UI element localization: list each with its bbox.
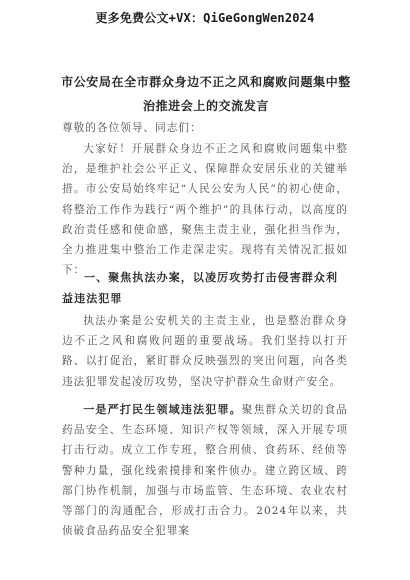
paragraph-section-1: 执法办案是公安机关的主责主业，也是整治群众身边不正之风和腐败问题的重要战场。我们坚持以打开路、以打促治，紧盯群众反映强烈的突出问题，向各类违法犯罪发起凌厉攻势，坚决守护群众生命财产安全。 [62, 315, 348, 388]
section-heading-1: 一、聚焦执法办案，以凌厉攻势打击侵害群众利益违法犯罪 [62, 271, 339, 305]
point-1-lead: 一是严打民生领域违法犯罪。 [83, 403, 242, 416]
document-title: 市公安局在全市群众身边不正之风和腐败问题集中整治推进会上的交流发言 [61, 75, 351, 113]
point-1-text: 聚焦群众关切的食品药品安全、生态环境、知识产权等领域，深入开展专项打击行动。成立工作专班，整合刑侦、食药环、经侦等警种力量，强化线索摸排和案件侦办。建立跨区域、跨部门协作机制，加强与市场监管、生态环境、农业农村等部门的沟通配合，形成打击合力。2024年以来，共侦破食品药品安全犯罪案 [62, 404, 348, 538]
paragraph-point-1 [62, 400, 348, 541]
salutation: 尊敬的各位领导、同志们： [62, 122, 202, 134]
header-watermark-text: 更多免费公文+VX：QiGeGongWen2024 [95, 11, 315, 25]
paragraph-intro: 大家好！开展群众身边不正之风和腐败问题集中整治，是维护社会公平正义、保障群众安居乐业的关键举措。市公安局始终牢记“人民公安为人民”的初心使命，将整治工作作为践行“两个维护”的具体行动，以高度的政治责任感和使命感，聚焦主责主业，强化担当作为，全力推进集中整治工作走深走实。现将有关情况汇报如下： [62, 143, 348, 277]
